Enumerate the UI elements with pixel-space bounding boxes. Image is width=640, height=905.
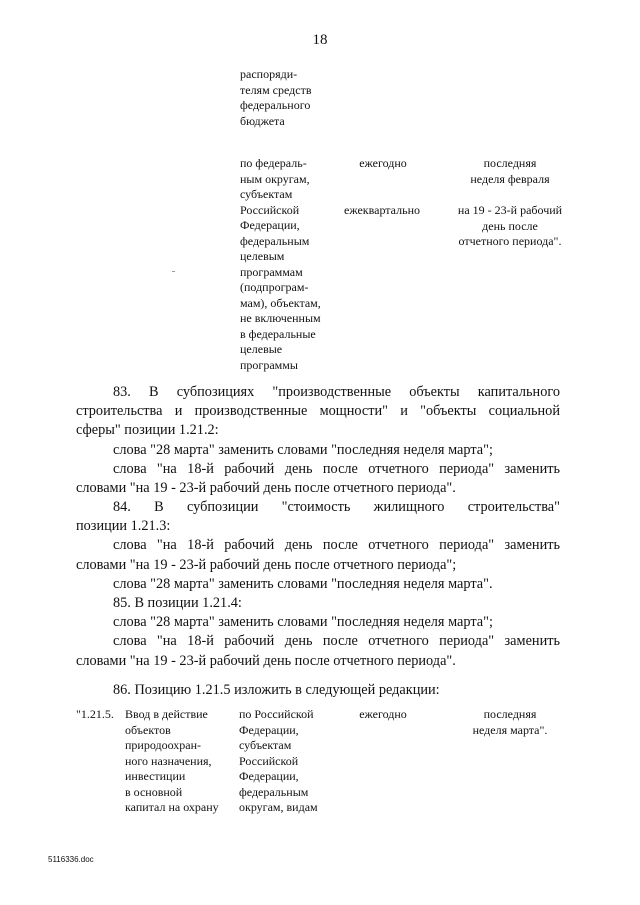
paragraph-84-item-a-line-1: слова "на 18-й рабочий день после отчетного периода" заменить bbox=[113, 537, 560, 554]
lower-table-code: "1.21.5. bbox=[76, 707, 114, 721]
paragraph-83-line-1: 83. В субпозициях "производственные объекты капитального bbox=[113, 384, 560, 400]
paragraph-83 bbox=[76, 383, 560, 498]
paragraph-83-item-b-line-1: слова "на 18-й рабочий день после отчетного периода" заменить bbox=[113, 460, 560, 477]
paragraph-83-line-2: строительства и производственные мощности" и "объекты социальной bbox=[76, 403, 560, 420]
upper-table-periodicity-quarterly: ежеквартально bbox=[344, 203, 420, 217]
paragraph-85-item-b-line-1: слова "на 18-й рабочий день после отчетного периода" заменить bbox=[113, 633, 560, 650]
upper-table-deadline-quarterly: на 19 - 23-й рабочий день после отчетного периода". bbox=[457, 203, 563, 248]
lower-table-breakdown: по Российской Федерации, субъектам Российской Федерации, федеральным округам, видам bbox=[239, 707, 318, 814]
upper-table-deadline-annual: последняя неделя февраля bbox=[470, 156, 550, 186]
paragraph-83-item-a: слова "28 марта" заменить словами "последняя неделя марта"; bbox=[113, 441, 493, 458]
paragraph-83-line-3: сферы" позиции 1.21.2: bbox=[76, 422, 219, 439]
paragraph-84-line-2: позиции 1.21.3: bbox=[76, 518, 171, 535]
upper-table-recipients-cell: распоряди- телям средств федерального бюджета bbox=[240, 67, 312, 128]
lower-table-deadline: последняя неделя марта". bbox=[472, 707, 548, 737]
paragraph-85-heading: 85. В позиции 1.21.4: bbox=[113, 595, 242, 611]
paragraph-84-item-a-line-2: словами "на 19 - 23-й рабочий день после отчетного периода"; bbox=[76, 556, 457, 573]
lower-table-indicator: Ввод в действие объектов природоохран- ного назначения, инвестиции в основной капитал на охрану bbox=[125, 707, 219, 814]
paragraph-83-item-b-line-2: словами "на 19 - 23-й рабочий день после отчетного периода". bbox=[76, 480, 456, 497]
upper-table-breakdown-cell: по федераль- ным округам, субъектам Российской Федерации, федеральным целевым программам (подпрограм- мам), объектам, не включенным в федеральные целевые программы bbox=[240, 156, 321, 372]
paragraph-85-item-a: слова "28 марта" заменить словами "последняя неделя марта"; bbox=[113, 614, 493, 631]
file-name-footer: 5116336.doc bbox=[48, 855, 94, 864]
paragraph-84 bbox=[76, 498, 560, 594]
page-number: 18 bbox=[312, 32, 328, 48]
margin-mark bbox=[172, 271, 175, 272]
lower-table-periodicity: ежегодно bbox=[359, 707, 407, 721]
paragraph-85 bbox=[76, 594, 560, 671]
upper-table-periodicity-annual: ежегодно bbox=[359, 156, 407, 170]
paragraph-86-text: 86. Позицию 1.21.5 изложить в следующей редакции: bbox=[113, 682, 440, 698]
paragraph-84-item-b: слова "28 марта" заменить словами "последняя неделя марта". bbox=[113, 575, 493, 592]
paragraph-86 bbox=[76, 681, 560, 700]
paragraph-85-item-b-line-2: словами "на 19 - 23-й рабочий день после отчетного периода". bbox=[76, 652, 456, 669]
paragraph-84-line-1: 84. В субпозиции "стоимость жилищного строительства" bbox=[113, 499, 560, 515]
